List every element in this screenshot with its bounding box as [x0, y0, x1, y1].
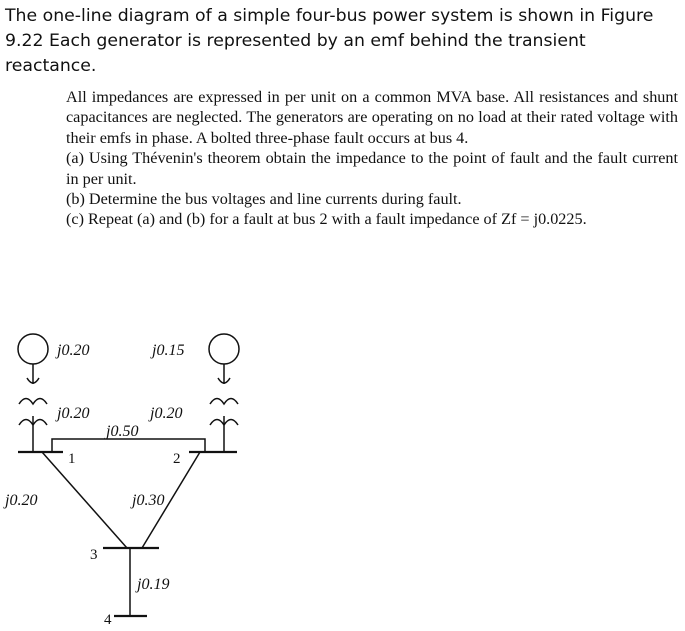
bus-2-label: 2: [173, 451, 181, 467]
generator-2-symbol: [209, 334, 239, 364]
problem-block: [66, 87, 678, 230]
line-2-3-label: j0.30: [132, 492, 165, 509]
tr2-reactance-label: j0.20: [150, 405, 183, 422]
bus-4-label: 4: [104, 612, 112, 628]
line-3-4-label: j0.19: [137, 576, 170, 593]
line-1-3-label: j0.20: [5, 492, 38, 509]
bus-1-label: 1: [68, 451, 76, 467]
intro-text: The one-line diagram of a simple four-bus power system is shown in Figure 9.22 Each generator is represented by an emf behind the transient reactance.: [5, 6, 654, 76]
generator-1-symbol: [18, 334, 48, 364]
transformer-1-primary: [19, 399, 47, 405]
part-c: (c) Repeat (a) and (b) for a fault at bus 2 with a fault impedance of Zf = j0.0225.: [66, 210, 587, 229]
problem-statement: All impedances are expressed in per unit on a common MVA base. All resistances and shunt capacitances are neglected. The generators are operating on no load at their rated voltage with their emfs in phase. A bolted three-phase fault occurs at bus 4.: [66, 88, 678, 147]
gen2-reactance-label: j0.15: [152, 342, 185, 359]
line-1-3: [42, 452, 127, 548]
transformer-2-primary: [210, 399, 238, 405]
part-b: (b) Determine the bus voltages and line currents during fault.: [66, 190, 462, 209]
line-1-2-label: j0.50: [106, 423, 139, 440]
bus-3-label: 3: [90, 547, 98, 563]
tr1-reactance-label: j0.20: [57, 405, 90, 422]
one-line-diagram: [0, 318, 300, 631]
part-a: (a) Using Thévenin's theorem obtain the impedance to the point of fault and the fault current in per unit.: [66, 149, 678, 188]
gen1-reactance-label: j0.20: [57, 342, 90, 359]
